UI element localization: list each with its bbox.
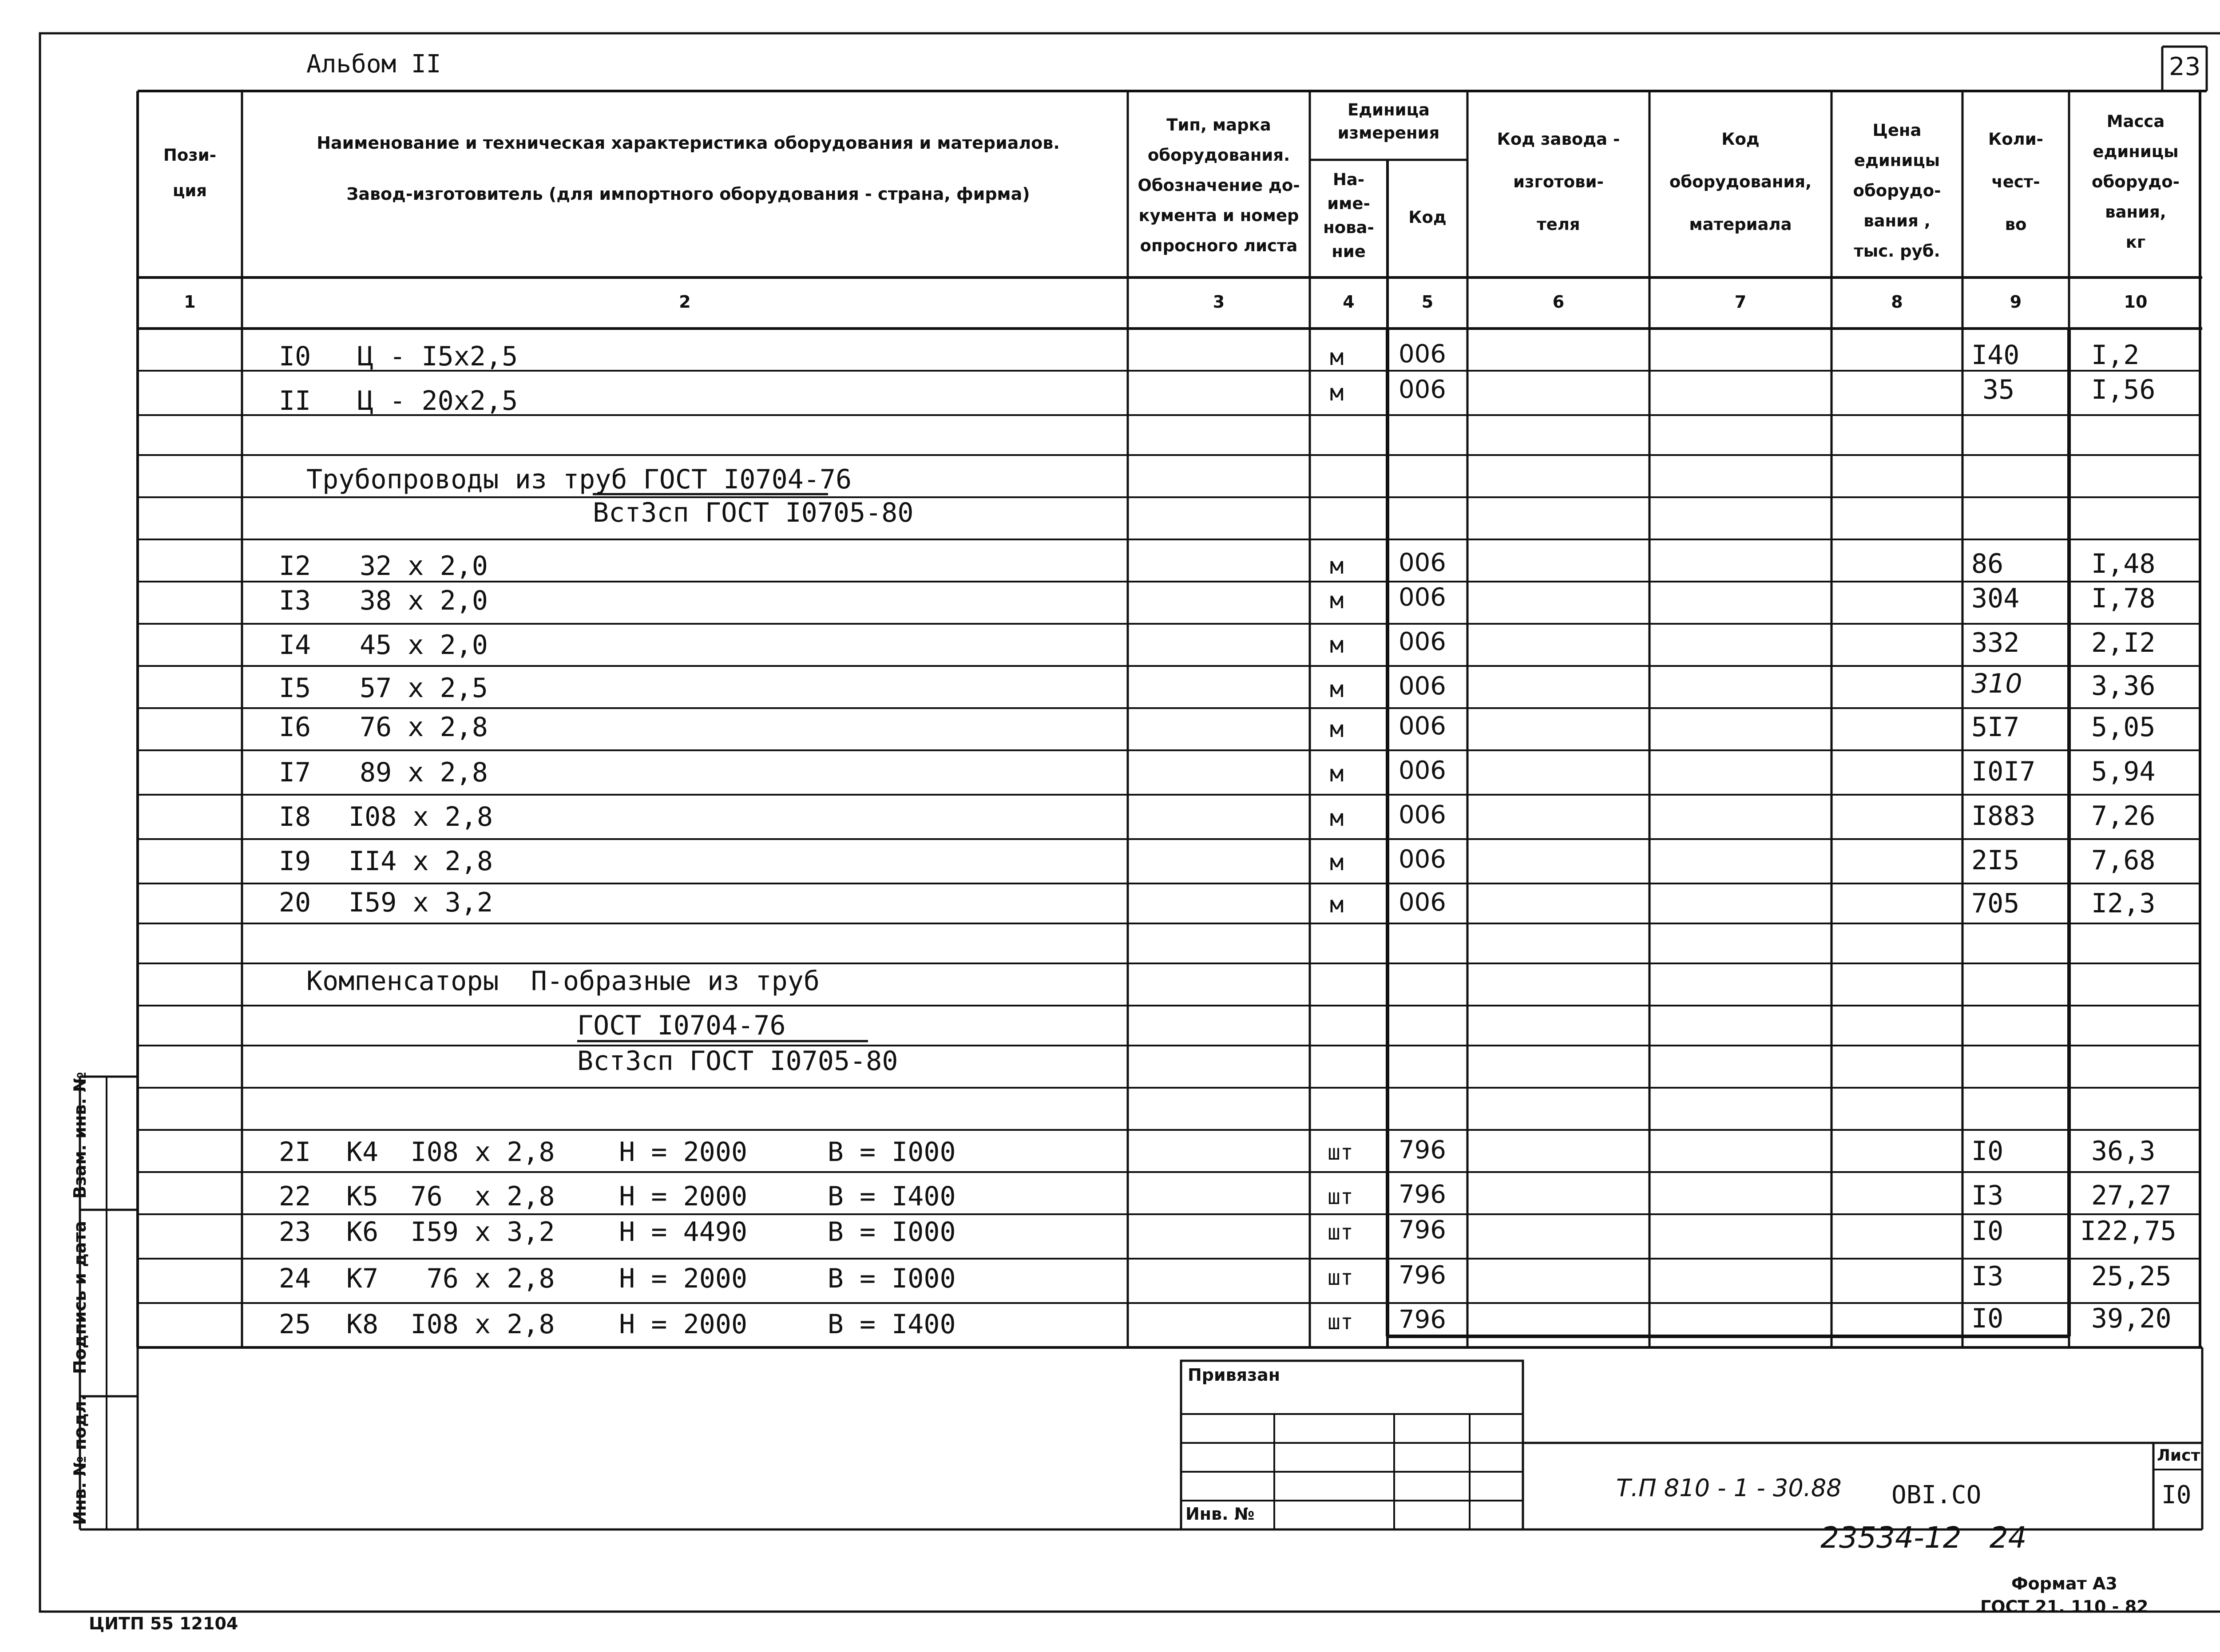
section-compensators-steel: ВстЗсп ГОСТ I0705-80 xyxy=(577,1046,898,1077)
row-unit: шт xyxy=(1328,1185,1353,1209)
stamp-sheet-label: Лист xyxy=(2157,1446,2200,1465)
row-name: К4 I08 х 2,8 Н = 2000 В = I000 xyxy=(346,1137,956,1168)
stamp-attached-label: Привязан xyxy=(1188,1365,1280,1385)
row-quantity: 35 xyxy=(1982,374,2015,405)
row-mass: I,78 xyxy=(2091,583,2156,614)
stamp-sheet-number: I0 xyxy=(2161,1481,2192,1509)
stamp-designation: Т.П 810 - 1 - 30.88 xyxy=(1616,1474,1842,1502)
row-mass: I,48 xyxy=(2091,548,2156,579)
album-title: Альбом II xyxy=(306,50,441,79)
row-name: К8 I08 х 2,8 Н = 2000 В = I400 xyxy=(346,1309,956,1340)
col-number-3: 3 xyxy=(1213,292,1225,312)
row-code: 006 xyxy=(1399,672,1446,701)
row-position: 22 xyxy=(279,1181,311,1212)
row-quantity: I3 xyxy=(1971,1261,2004,1292)
col-number-5: 5 xyxy=(1421,292,1434,312)
row-unit: м xyxy=(1330,676,1344,703)
row-quantity: I3 xyxy=(1971,1180,2004,1211)
stamp-code: OBI.CO xyxy=(1891,1481,1982,1509)
row-name: 76 х 2,8 xyxy=(360,712,488,743)
row-mass: 25,25 xyxy=(2091,1261,2172,1292)
row-unit: м xyxy=(1330,380,1344,406)
row-name: К5 76 х 2,8 Н = 2000 В = I400 xyxy=(346,1181,956,1212)
row-mass: 5,05 xyxy=(2091,712,2156,743)
row-code: 796 xyxy=(1399,1261,1446,1290)
row-name: Ц - 20х2,5 xyxy=(357,385,518,416)
row-code: 006 xyxy=(1399,583,1446,612)
row-position: I6 xyxy=(279,712,311,743)
row-position: I7 xyxy=(279,757,311,788)
col-number-2: 2 xyxy=(679,292,691,312)
row-name: 89 х 2,8 xyxy=(360,757,488,788)
row-position: 25 xyxy=(279,1309,311,1340)
row-quantity: I0 xyxy=(1971,1136,2004,1167)
row-position: 24 xyxy=(279,1263,311,1294)
row-unit: м xyxy=(1330,849,1344,876)
row-name: 57 х 2,5 xyxy=(360,673,488,704)
row-mass: I,2 xyxy=(2091,340,2140,371)
row-name: I59 х 3,2 xyxy=(349,887,493,918)
header-unit-name: На- име- нова- ние xyxy=(1323,170,1374,261)
row-unit: м xyxy=(1330,891,1344,918)
side-label-replacement-inv: Взам. инв. № xyxy=(70,1072,90,1199)
header-factory-code: Код завода - изготови- теля xyxy=(1497,130,1620,234)
row-mass: 2,I2 xyxy=(2091,627,2156,658)
header-unit-code: Код xyxy=(1408,208,1447,227)
row-position: I2 xyxy=(279,551,311,582)
side-label-original-inv: Инв. № подл. xyxy=(70,1394,90,1525)
row-mass: 27,27 xyxy=(2091,1180,2172,1211)
row-quantity: 332 xyxy=(1971,627,2020,658)
row-name: I08 х 2,8 xyxy=(349,801,493,832)
format-label: Формат А3 xyxy=(2011,1574,2117,1593)
row-name: 32 х 2,0 xyxy=(360,551,488,582)
row-unit: м xyxy=(1330,632,1344,658)
row-code: 006 xyxy=(1399,375,1446,404)
row-position: II xyxy=(279,385,311,416)
row-code: 006 xyxy=(1399,548,1446,577)
row-code: 006 xyxy=(1399,627,1446,656)
row-unit: шт xyxy=(1328,1265,1353,1290)
row-code: 796 xyxy=(1399,1136,1446,1165)
stamp-inv-label: Инв. № xyxy=(1185,1504,1255,1524)
header-equipment-code: Код оборудования, материала xyxy=(1669,130,1812,234)
row-mass: 3,36 xyxy=(2091,670,2156,701)
row-mass: 36,3 xyxy=(2091,1136,2156,1167)
section-compensators-title: Компенсаторы П-образные из труб xyxy=(306,966,820,997)
row-mass: 7,68 xyxy=(2091,845,2156,876)
header-position: Пози- ция xyxy=(163,146,217,200)
row-position: 23 xyxy=(279,1216,311,1248)
row-quantity: 310 xyxy=(1971,668,2022,699)
header-type-mark: Тип, марка оборудования. Обозначение до- кумента и номер опросного листа xyxy=(1138,115,1300,255)
row-quantity: 304 xyxy=(1971,583,2020,614)
row-position: I4 xyxy=(279,630,311,661)
row-unit: шт xyxy=(1328,1310,1353,1335)
row-mass: I22,75 xyxy=(2080,1216,2176,1247)
section-pipes-title: Трубопроводы из труб ГОСТ I0704-76 xyxy=(306,464,852,495)
row-position: 20 xyxy=(279,887,311,918)
row-quantity: 705 xyxy=(1971,888,2020,919)
row-position: I9 xyxy=(279,846,311,877)
row-mass: 7,26 xyxy=(2091,800,2156,832)
row-unit: м xyxy=(1330,344,1344,371)
header-quantity: Коли- чест- во xyxy=(1988,130,2044,234)
row-unit: м xyxy=(1330,805,1344,832)
row-quantity: I0 xyxy=(1971,1303,2004,1334)
gost-label: ГОСТ 21. 110 - 82 xyxy=(1980,1597,2149,1616)
row-code: 006 xyxy=(1399,800,1446,829)
row-unit: шт xyxy=(1328,1140,1353,1165)
row-code: 006 xyxy=(1399,712,1446,741)
row-code: 796 xyxy=(1399,1216,1446,1244)
page-number: 23 xyxy=(2169,52,2201,81)
row-code: 006 xyxy=(1399,340,1446,368)
row-unit: м xyxy=(1330,761,1344,787)
row-code: 796 xyxy=(1399,1180,1446,1209)
row-position: I3 xyxy=(279,585,311,616)
row-quantity: 2I5 xyxy=(1971,845,2020,876)
col-number-1: 1 xyxy=(184,292,196,312)
row-name: Ц - I5х2,5 xyxy=(357,341,518,372)
header-name-line1: Наименование и техническая характеристика оборудования и материалов. xyxy=(317,133,1060,153)
header-unit-group: Единица измерения xyxy=(1337,100,1440,143)
row-quantity: I883 xyxy=(1971,800,2036,832)
row-name: К7 76 х 2,8 Н = 2000 В = I000 xyxy=(346,1263,956,1294)
header-price: Цена единицы оборудо- вания , тыс. руб. xyxy=(1853,121,1941,261)
col-number-6: 6 xyxy=(1552,292,1565,312)
section-compensators-gost: ГОСТ I0704-76 xyxy=(577,1010,786,1041)
row-code: 006 xyxy=(1399,845,1446,874)
col-number-9: 9 xyxy=(2010,292,2022,312)
row-quantity: I0 xyxy=(1971,1216,2004,1247)
col-number-8: 8 xyxy=(1891,292,1903,312)
row-code: 006 xyxy=(1399,756,1446,785)
row-quantity: 86 xyxy=(1971,548,2004,579)
row-mass: I2,3 xyxy=(2091,888,2156,919)
row-code: 006 xyxy=(1399,888,1446,917)
section-pipes-steel: ВстЗсп ГОСТ I0705-80 xyxy=(593,497,914,528)
row-quantity: 5I7 xyxy=(1971,712,2020,743)
row-name: II4 х 2,8 xyxy=(349,846,493,877)
side-label-signature-date: Подпись и дата xyxy=(70,1220,90,1374)
stamp-archive-number: 23534-12 24 xyxy=(1820,1521,2027,1555)
row-position: I5 xyxy=(279,673,311,704)
row-unit: шт xyxy=(1328,1220,1353,1245)
row-name: 38 х 2,0 xyxy=(360,585,488,616)
row-mass: I,56 xyxy=(2091,374,2156,405)
row-quantity: I0I7 xyxy=(1971,756,2036,787)
row-unit: м xyxy=(1330,587,1344,614)
row-unit: м xyxy=(1330,716,1344,743)
header-name-line2: Завод-изготовитель (для импортного оборудования - страна, фирма) xyxy=(346,184,1030,204)
row-mass: 5,94 xyxy=(2091,756,2156,787)
citp-label: ЦИТП 55 12104 xyxy=(89,1614,238,1633)
row-position: 2I xyxy=(279,1137,311,1168)
row-code: 796 xyxy=(1399,1305,1446,1334)
row-name: К6 I59 х 3,2 Н = 4490 В = I000 xyxy=(346,1216,956,1248)
header-mass: Масса единицы оборудо- вания, кг xyxy=(2092,112,2180,252)
row-unit: м xyxy=(1330,553,1344,579)
col-number-10: 10 xyxy=(2124,292,2148,312)
row-mass: 39,20 xyxy=(2091,1303,2172,1334)
row-position: I0 xyxy=(279,341,311,372)
row-quantity: I40 xyxy=(1971,340,2020,371)
col-number-7: 7 xyxy=(1734,292,1747,312)
row-position: I8 xyxy=(279,801,311,832)
row-name: 45 х 2,0 xyxy=(360,630,488,661)
col-number-4: 4 xyxy=(1343,292,1355,312)
